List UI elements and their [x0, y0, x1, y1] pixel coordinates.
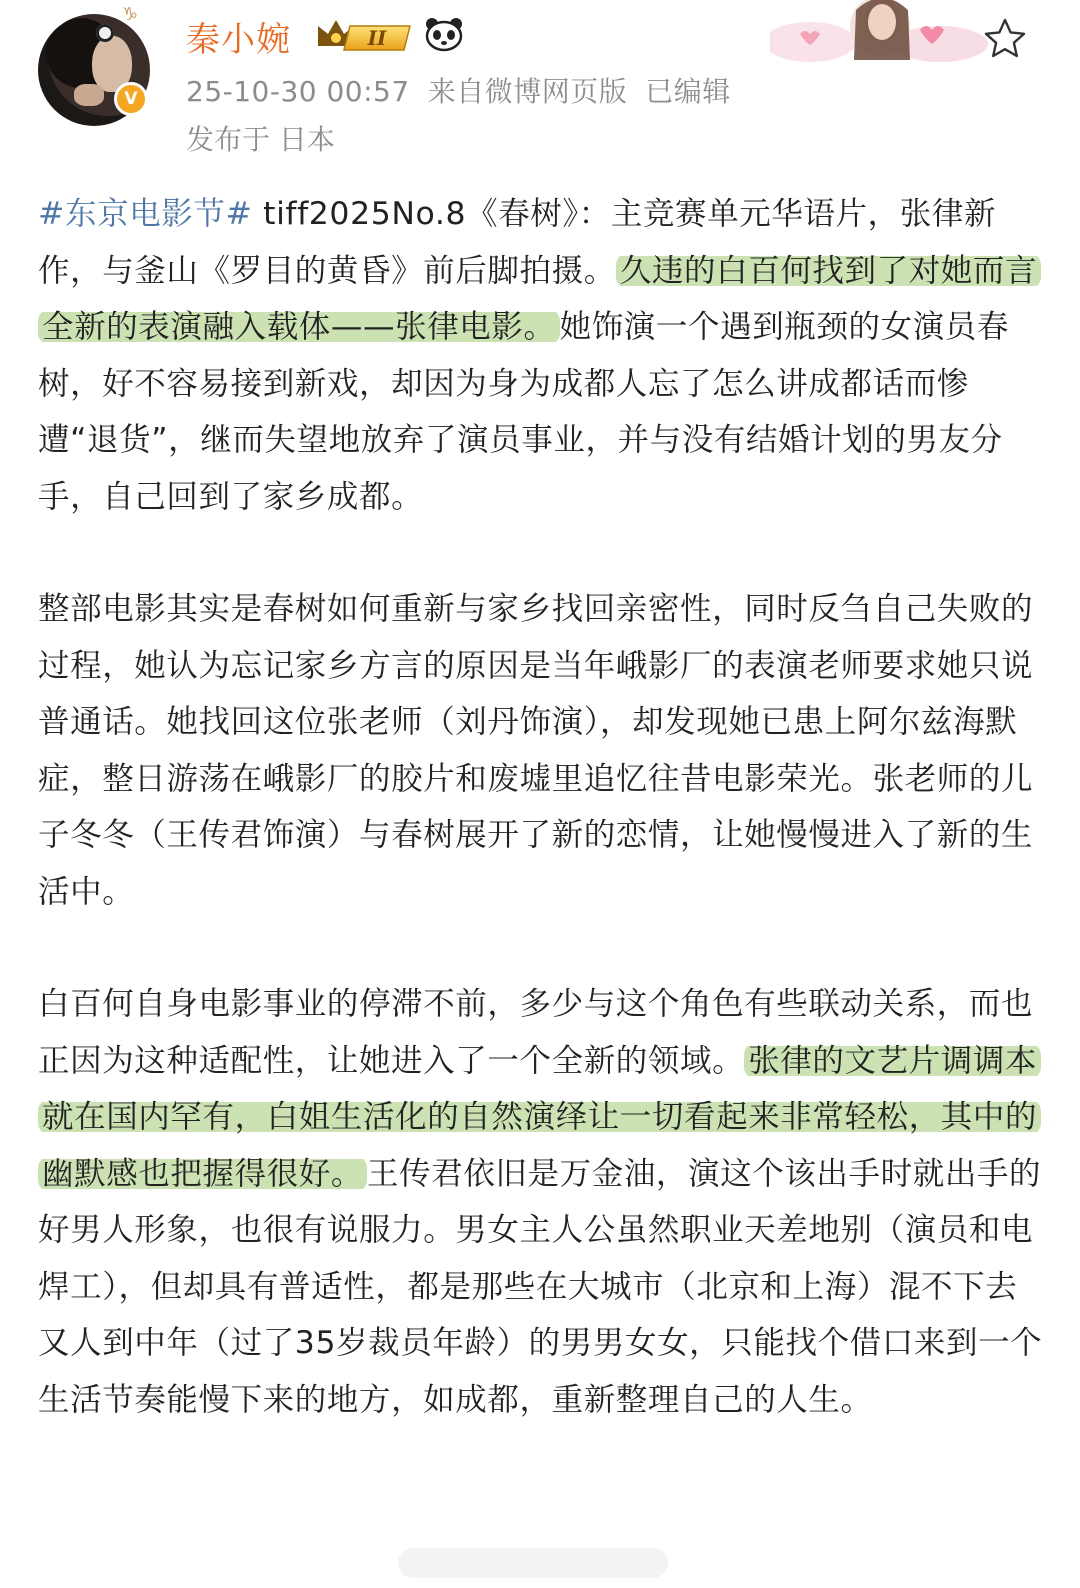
watermark-overlay — [398, 1548, 668, 1578]
post-header — [0, 0, 1080, 160]
paragraph-1 — [38, 186, 1048, 525]
hashtag-link[interactable]: #东京电影节# — [38, 196, 253, 232]
paragraph-text: 她饰演一个遇到瓶颈的女演员春树，好不容易接到新戏，却因为身为成都人忘了怎么讲成都话而惨遭“退货”，继而失望地放弃了演员事业，并与没有结婚计划的男友分手，自己回到了家乡成都。 — [38, 309, 1010, 515]
post-timestamp[interactable]: 25-10-30 00:57 — [186, 75, 410, 108]
zodiac-mark: ♑ — [122, 4, 139, 25]
crown-badge-icon[interactable] — [314, 16, 414, 54]
post-location: 发布于 日本 — [186, 123, 335, 156]
highlighted-text: 久违的白百何找到了对她而言全新的表演融入载体——张律电影。 — [38, 253, 1041, 346]
paragraph-2 — [38, 581, 1048, 920]
decorative-card-banner — [770, 0, 990, 70]
paragraph-text: 白百何自身电影事业的停滞不前，多少与这个角色有些联动关系，而也正因为这种适配性，让她进入了一个全新的领域。 — [38, 986, 1034, 1079]
verified-badge: V — [114, 82, 148, 116]
level-badge-text: II — [367, 26, 387, 50]
panda-icon — [424, 16, 464, 52]
paragraph-text: 整部电影其实是春树如何重新与家乡找回亲密性，同时反刍自己失败的过程，她认为忘记家乡方言的原因是当年峨影厂的表演老师要求她只说普通话。她找回这位张老师（刘丹饰演），却发现她已患上阿尔兹海默症，整日游荡在峨影厂的胶片和废墟里追忆往昔电影荣光。张老师的儿子冬冬（王传君饰演）与春树展开了新的恋情，让她慢慢进入了新的生活中。 — [38, 591, 1034, 910]
star-outline-icon[interactable] — [982, 16, 1028, 62]
post-meta — [186, 70, 749, 110]
paragraph-text: 王传君依旧是万金油，演这个该出手时就出手的好男人形象，也很有说服力。男女主人公虽然职业天差地别（演员和电焊工），但却具有普适性，都是那些在大城市（北京和上海）混不下去又人到中年（过了35岁裁员年龄）的男男女女，只能找个借口来到一个生活节奏能慢下来的地方，如成都，重新整理自己的人生。 — [38, 1155, 1043, 1418]
paragraph-3 — [38, 976, 1048, 1428]
post-source: 来自微博网页版 — [427, 75, 628, 108]
highlighted-text: 张律的文艺片调调本就在国内罕有，白姐生活化的自然演绎让一切看起来非常轻松，其中的幽默感也把握得很好。 — [38, 1043, 1041, 1192]
username[interactable]: 秦小婉 — [186, 20, 291, 60]
paragraph-text: tiff2025No.8《春树》：主竞赛单元华语片，张律新作，与釜山《罗目的黄昏》前后脚拍摄。 — [38, 196, 997, 289]
edited-label[interactable]: 已编辑 — [645, 75, 731, 108]
post-body — [38, 186, 1048, 1484]
